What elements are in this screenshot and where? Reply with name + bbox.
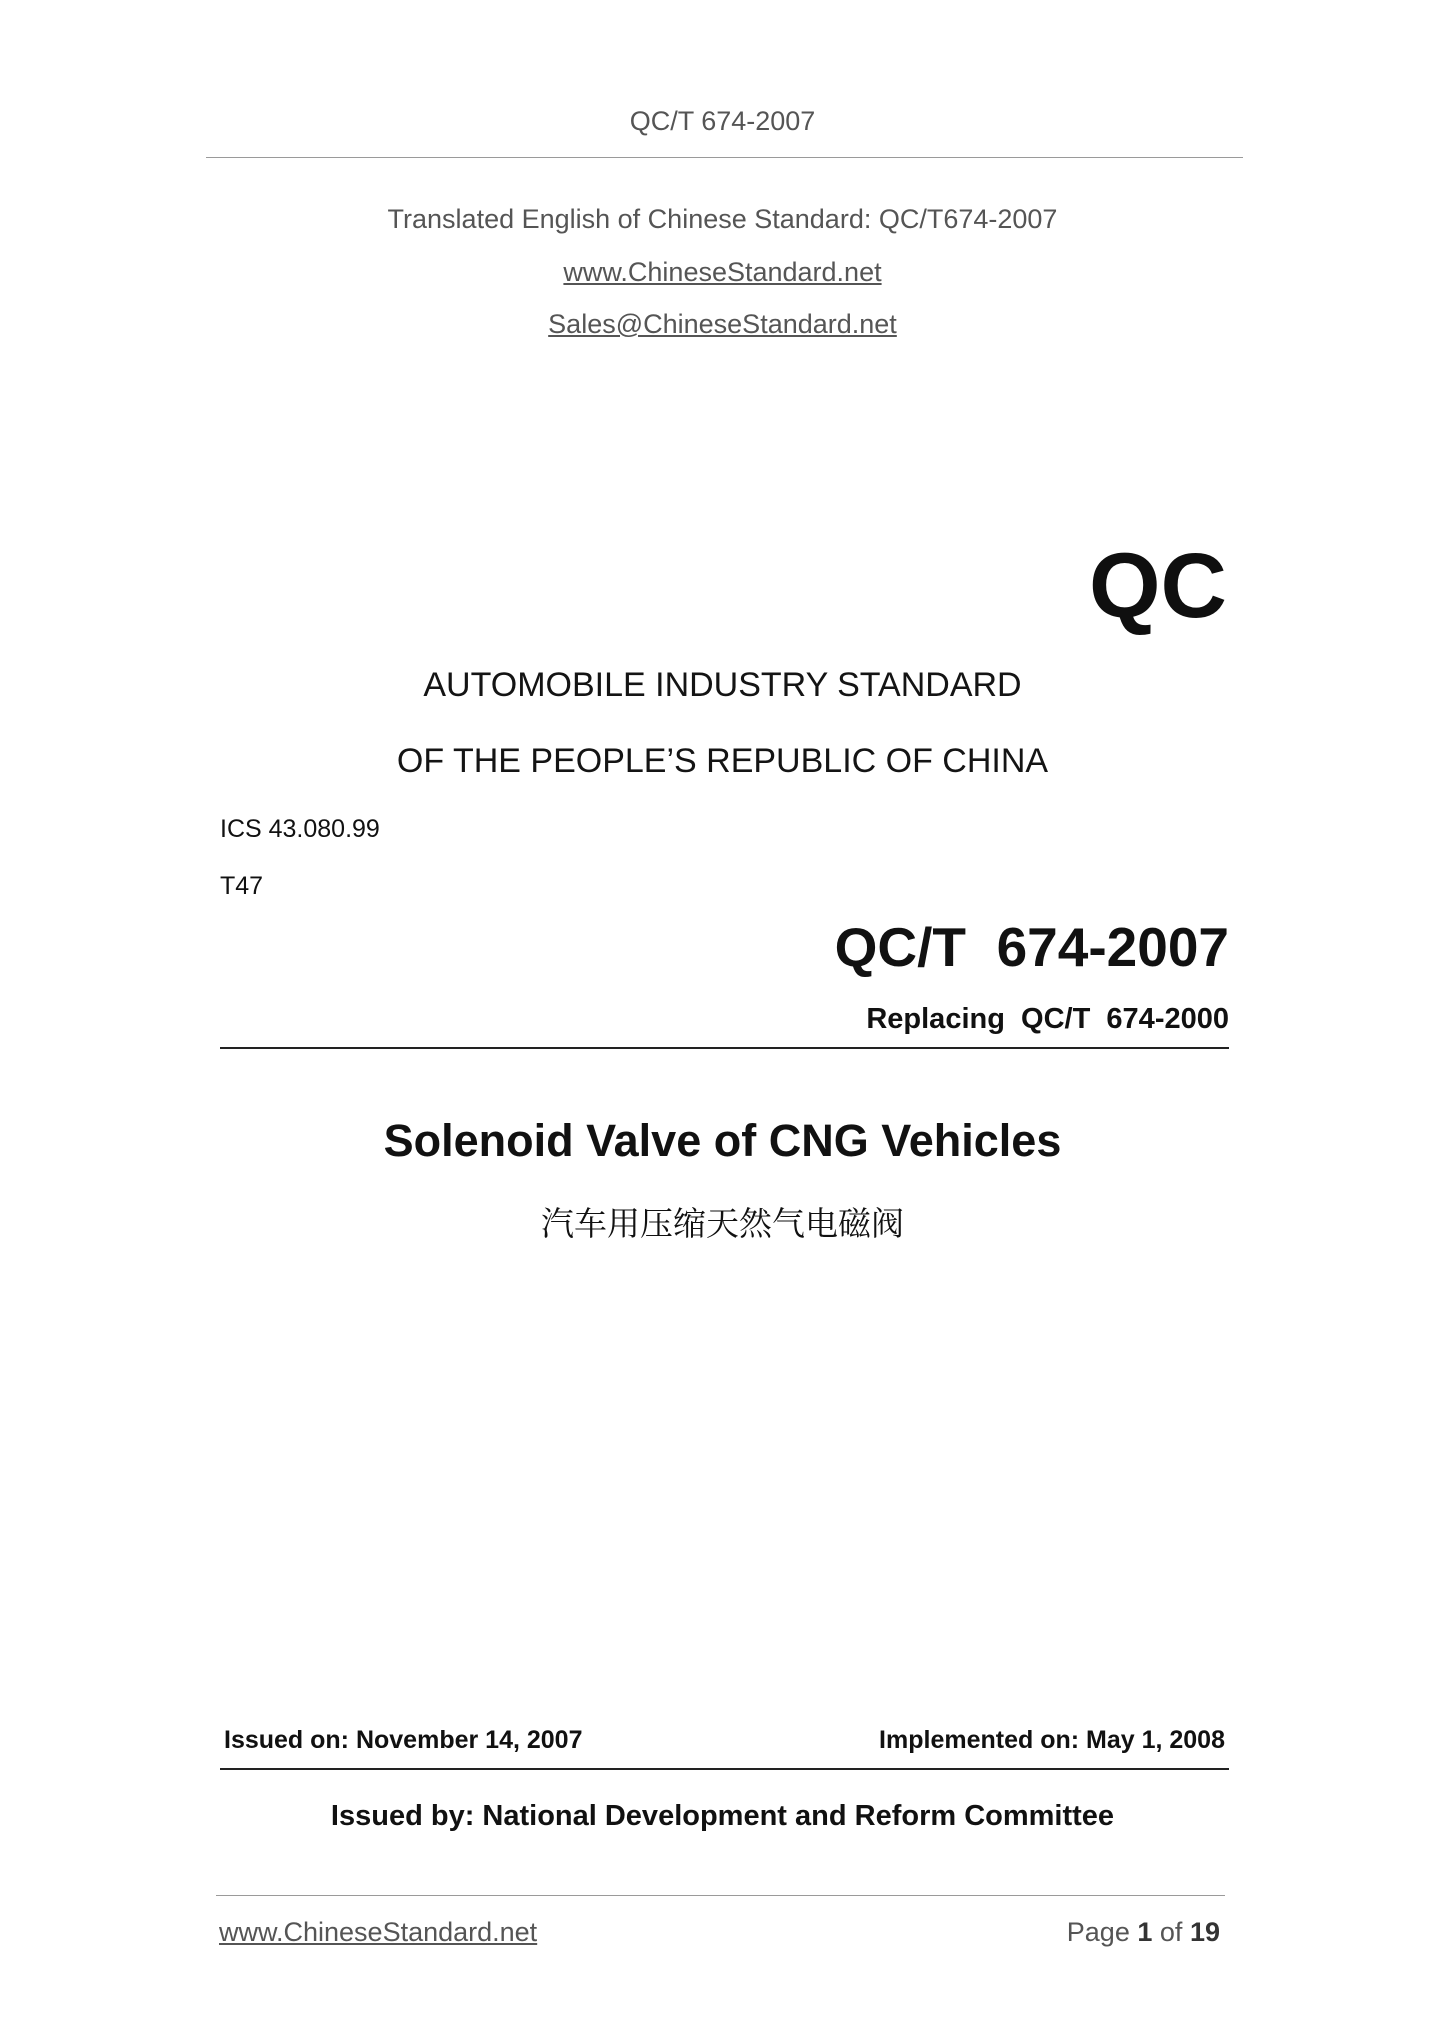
translated-standard-line: Translated English of Chinese Standard: QC/T674-2007 xyxy=(387,204,1058,234)
page-current: 1 xyxy=(1137,1917,1153,1947)
issued-on-date: Issued on: November 14, 2007 xyxy=(224,1726,583,1754)
website-link[interactable]: www.ChineseStandard.net xyxy=(563,257,882,287)
sales-email-link[interactable]: Sales@ChineseStandard.net xyxy=(548,309,897,339)
industry-standard-line: AUTOMOBILE INDUSTRY STANDARD xyxy=(423,666,1022,704)
standard-number: QC/T 674-2007 xyxy=(834,916,1229,978)
title-divider xyxy=(220,1047,1229,1049)
footer-website-link[interactable]: www.ChineseStandard.net xyxy=(219,1917,538,1947)
replacing-standard: Replacing QC/T 674-2000 xyxy=(866,1003,1229,1035)
classification-code: T47 xyxy=(220,872,264,900)
dates-divider xyxy=(220,1768,1229,1770)
document-title-chinese: 汽车用压缩天然气电磁阀 xyxy=(541,1205,904,1242)
page-word: Page xyxy=(1066,1917,1130,1947)
document-title: Solenoid Valve of CNG Vehicles xyxy=(383,1115,1062,1166)
header-divider xyxy=(206,157,1243,158)
page-indicator xyxy=(1067,1917,1220,1948)
issuing-authority: Issued by: National Development and Reform Committee xyxy=(330,1800,1115,1832)
country-line: OF THE PEOPLE’S REPUBLIC OF CHINA xyxy=(396,742,1049,780)
ics-code: ICS 43.080.99 xyxy=(220,815,380,843)
footer-divider xyxy=(216,1895,1225,1896)
qc-standard-mark: QC xyxy=(1089,535,1227,637)
implemented-on-date: Implemented on: May 1, 2008 xyxy=(879,1726,1225,1754)
running-header: QC/T 674-2007 xyxy=(629,106,816,136)
page-of-word: of xyxy=(1159,1917,1183,1947)
page-total: 19 xyxy=(1189,1917,1220,1947)
